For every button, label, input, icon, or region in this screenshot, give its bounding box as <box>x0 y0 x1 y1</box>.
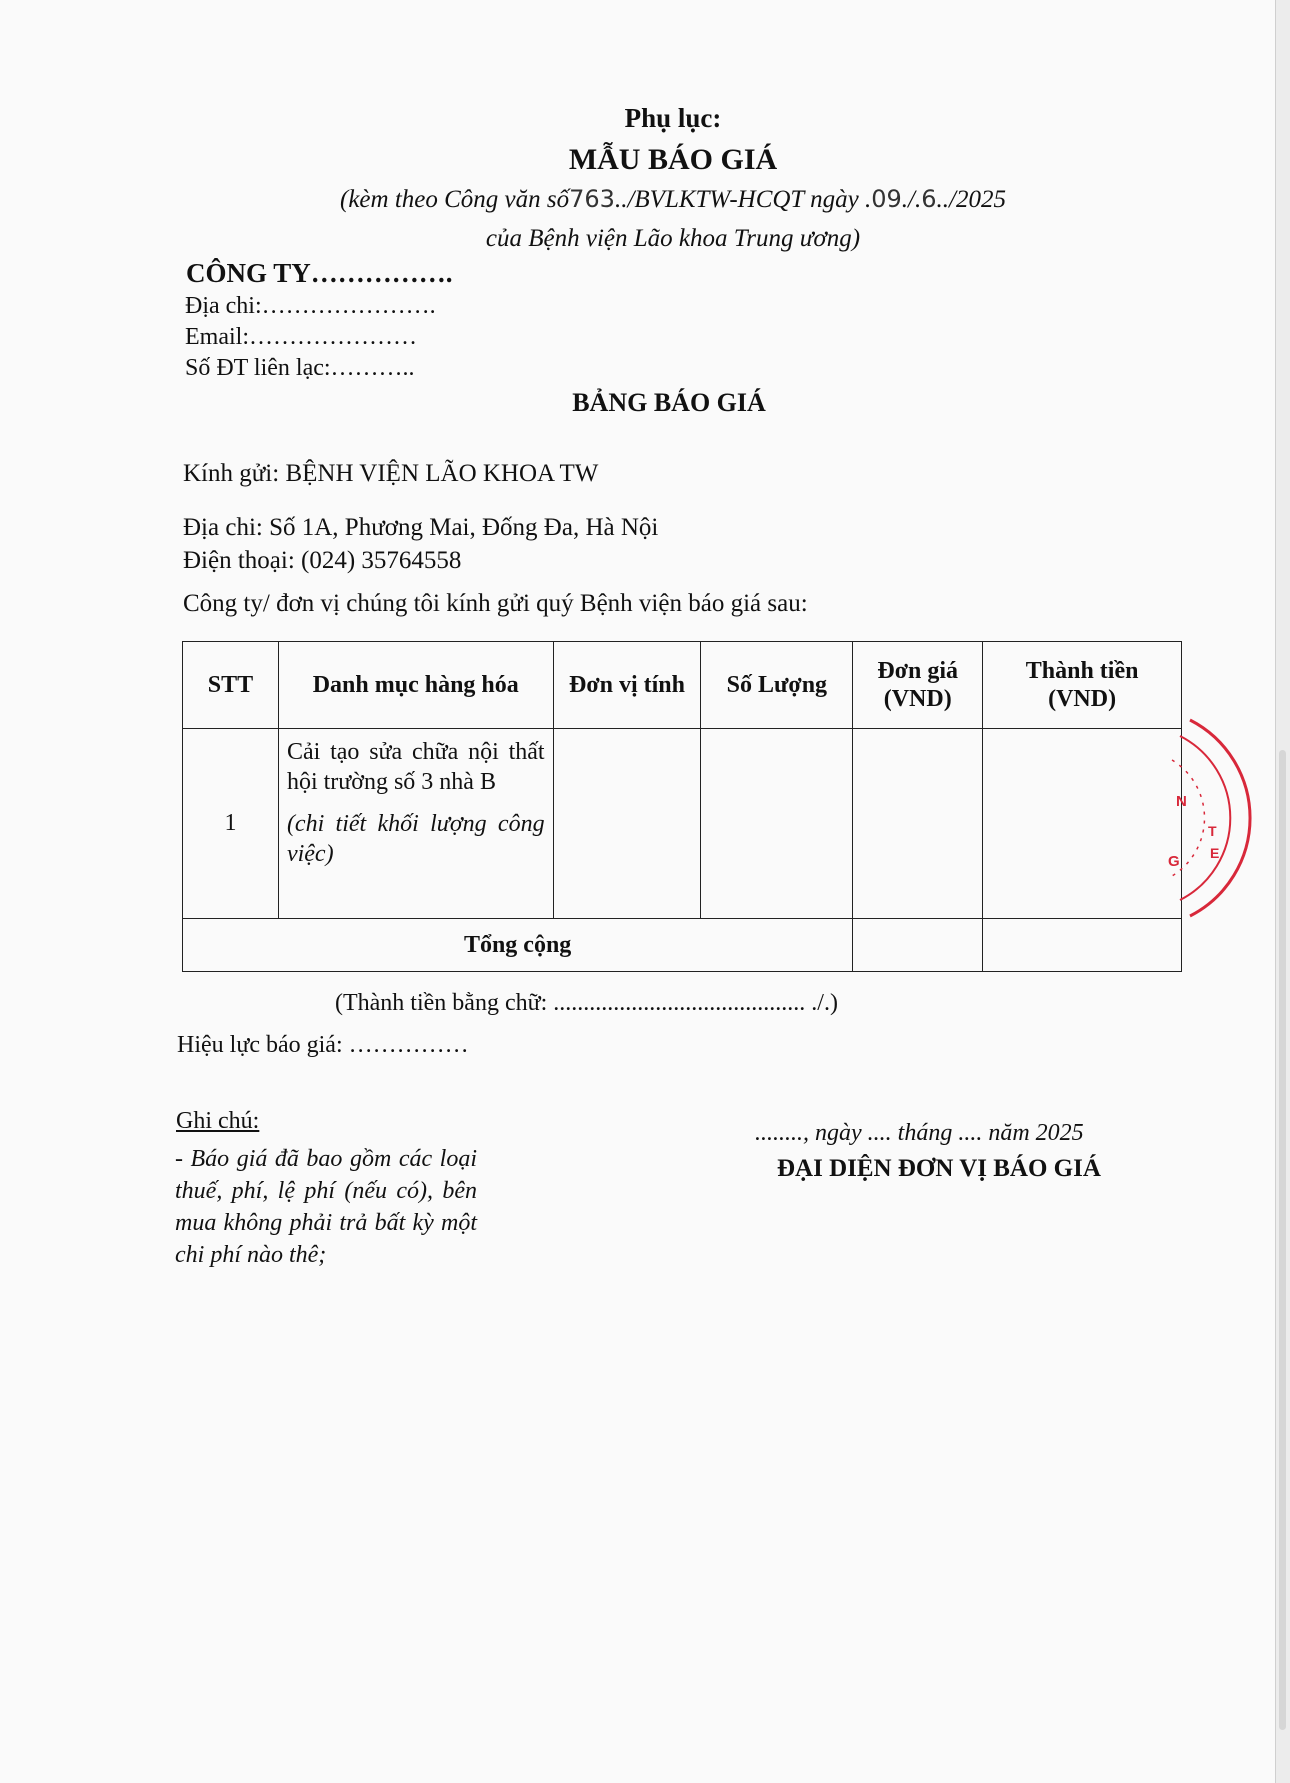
svg-text:N: N <box>1176 793 1187 810</box>
total-unit-price <box>853 919 983 972</box>
appendix-label: Phụ lục: <box>624 103 722 133</box>
svg-text:G: G <box>1168 853 1180 870</box>
ref-number-handwritten: 763 <box>569 185 615 213</box>
company-address: Địa chi:…………………. <box>185 293 436 319</box>
item-detail: (chi tiết khối lượng công việc) <box>286 811 545 867</box>
col-header-quantity: Số Lượng <box>701 642 853 729</box>
quote-table <box>182 641 1182 972</box>
reference-line-2: của Bệnh viện Lão khoa Trung ương) <box>485 225 861 252</box>
signature-date-line: ........, ngày .... tháng .... năm 2025 <box>755 1120 1084 1146</box>
cell-unit-price <box>853 729 983 919</box>
svg-text:T: T <box>1208 823 1217 839</box>
col-header-stt: STT <box>183 642 279 729</box>
svg-text:E: E <box>1210 845 1220 861</box>
recipient-address: Địa chi: Số 1A, Phương Mai, Đống Đa, Hà Nội <box>183 514 659 541</box>
total-label: Tổng cộng <box>183 919 853 972</box>
col-header-amount: Thành tiền (VND) <box>983 642 1182 729</box>
note-body: - Báo giá đã bao gồm các loại thuế, phí, lệ phí (nếu có), bên mua không phải trả bất kỳ một chi phí nào thê; <box>175 1146 477 1268</box>
total-row <box>183 919 1182 972</box>
amount-in-words: (Thành tiền bằng chữ: .......................................... ./.) <box>335 990 838 1016</box>
ref-month-handwritten: 6 <box>921 185 937 213</box>
ref-year: ../2025 <box>936 186 1006 213</box>
company-name: CÔNG TY……………. <box>186 258 453 288</box>
note-title: Ghi chú: <box>176 1108 260 1134</box>
table-header-row <box>183 642 1182 729</box>
company-phone: Số ĐT liên lạc:……….. <box>185 355 415 381</box>
cell-quantity <box>701 729 853 919</box>
item-name: Cải tạo sửa chữa nội thất hội trường số 3 nhà B <box>286 739 545 795</box>
quote-validity: Hiệu lực báo giá: …………… <box>177 1032 469 1058</box>
reference-line <box>0 185 1290 214</box>
col-header-item: Danh mục hàng hóa <box>278 642 553 729</box>
recipient: Kính gửi: BỆNH VIỆN LÃO KHOA TW <box>183 460 599 487</box>
cell-stt: 1 <box>183 729 279 919</box>
recipient-phone: Điện thoại: (024) 35764558 <box>183 547 462 574</box>
intro-text: Công ty/ đơn vị chúng tôi kính gửi quý Bệnh viện báo giá sau: <box>183 590 808 617</box>
table-row <box>183 729 1182 919</box>
cell-unit <box>553 729 701 919</box>
ref-day-handwritten: 09 <box>871 185 902 213</box>
representative-title: ĐẠI DIỆN ĐƠN VỊ BÁO GIÁ <box>777 1155 1101 1182</box>
col-header-unit-price: Đơn giá (VND) <box>853 642 983 729</box>
quote-table-title: BẢNG BÁO GIÁ <box>572 388 766 417</box>
cell-item <box>278 729 553 919</box>
ref-sep: ./. <box>901 186 922 213</box>
company-email: Email:………………… <box>185 324 417 350</box>
ref-prefix: (kèm theo Công văn số <box>340 186 570 213</box>
ref-middle: ../BVLKTW-HCQT ngày . <box>614 186 872 213</box>
scrollbar-thumb[interactable] <box>1279 750 1286 1730</box>
red-seal-stamp <box>1150 708 1290 928</box>
form-title: MẪU BÁO GIÁ <box>568 143 778 176</box>
col-header-unit: Đơn vị tính <box>553 642 701 729</box>
